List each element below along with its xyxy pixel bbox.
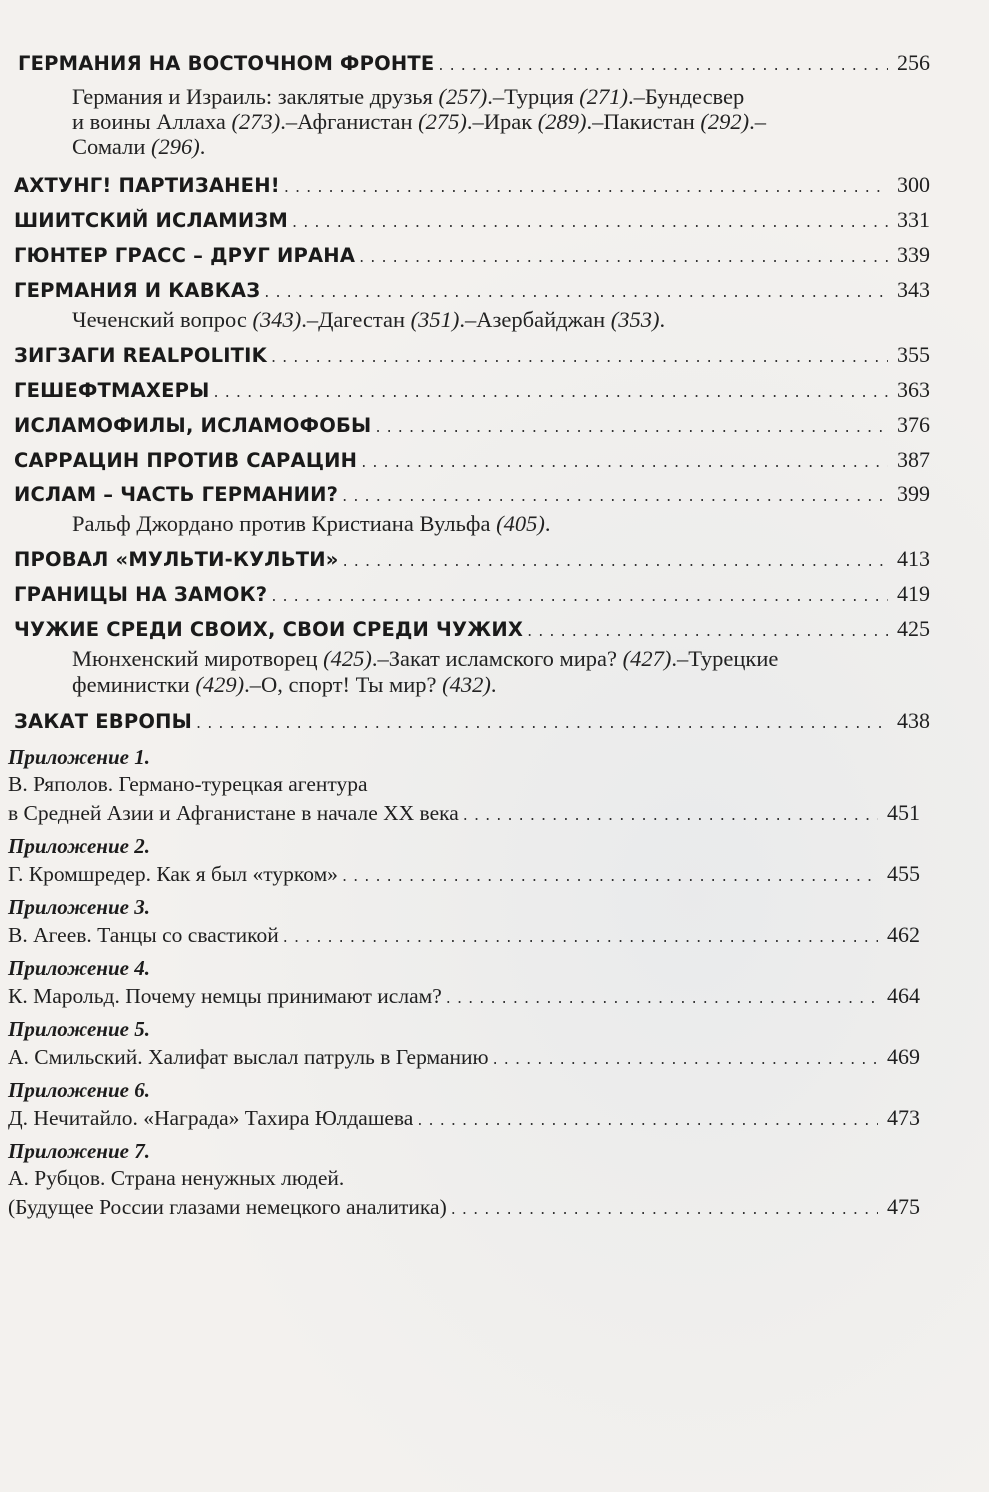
subsection-line: и воины Аллаха (273).–Афганистан (275).–Ирак (289).–Пакистан (292).–	[72, 109, 766, 134]
toc-entry[interactable]	[8, 1194, 920, 1220]
page-number: 355	[897, 342, 930, 367]
page-number: 363	[897, 377, 930, 402]
dot-leader	[342, 866, 878, 885]
toc-entry[interactable]	[14, 581, 930, 607]
page-number: 469	[887, 1044, 920, 1069]
toc-entry[interactable]	[8, 983, 920, 1009]
dot-leader	[264, 282, 888, 301]
chapter-title: ГЕРМАНИЯ НА ВОСТОЧНОМ ФРОНТЕ	[18, 52, 435, 75]
page-number: 343	[897, 277, 930, 302]
toc-entry[interactable]	[14, 242, 930, 268]
toc-entry[interactable]	[14, 481, 930, 507]
toc-entry[interactable]	[8, 1105, 920, 1131]
dot-leader	[283, 927, 878, 946]
appendix-line: А. Рубцов. Страна ненужных людей.	[8, 1166, 345, 1190]
page-number: 464	[887, 983, 920, 1008]
chapter-title: ПРОВАЛ «МУЛЬТИ-КУЛЬТИ»	[14, 548, 339, 571]
toc-entry[interactable]	[14, 207, 930, 233]
dot-leader	[417, 1110, 878, 1129]
toc-entry[interactable]	[8, 800, 920, 826]
dot-leader	[463, 805, 878, 824]
appendix-title: (Будущее России глазами немецкого аналитика)	[8, 1195, 447, 1219]
toc-entry[interactable]	[18, 50, 930, 76]
chapter-title: ИСЛАМОФИЛЫ, ИСЛАМОФОБЫ	[14, 414, 372, 437]
dot-leader	[214, 382, 888, 401]
dot-leader	[271, 347, 888, 366]
page-number: 455	[887, 861, 920, 886]
subsection-line: Сомали (296).	[72, 134, 206, 159]
dot-leader	[271, 586, 888, 605]
chapter-title: САРРАЦИН ПРОТИВ САРАЦИН	[14, 449, 358, 472]
subsection-line: Мюнхенский миротворец (425).–Закат исламского мира? (427).–Турецкие	[72, 646, 779, 671]
page-number: 438	[897, 708, 930, 733]
page-number: 256	[897, 50, 930, 75]
chapter-title: ГЕРМАНИЯ И КАВКАЗ	[14, 279, 261, 302]
dot-leader	[527, 621, 888, 640]
page-number: 473	[887, 1105, 920, 1130]
dot-leader	[493, 1049, 878, 1068]
page-number: 300	[897, 172, 930, 197]
dot-leader	[375, 417, 888, 436]
appendix-title: Г. Кромшредер. Как я был «турком»	[8, 862, 338, 886]
appendix-title: Д. Нечитайло. «Награда» Тахира Юлдашева	[8, 1106, 414, 1130]
toc-entry[interactable]	[14, 412, 930, 438]
page-number: 339	[897, 242, 930, 267]
toc-entry[interactable]	[14, 616, 930, 642]
appendix-label: Приложение 2.	[8, 834, 150, 858]
appendix-title: К. Марольд. Почему немцы принимают ислам?	[8, 984, 442, 1008]
toc-entry[interactable]	[14, 277, 930, 303]
chapter-title: ЗИГЗАГИ REALPOLITIK	[14, 344, 267, 367]
chapter-title: ШИИТСКИЙ ИСЛАМИЗМ	[14, 209, 289, 232]
toc-entry[interactable]	[8, 1044, 920, 1070]
appendix-line: В. Ряполов. Германо-турецкая агентура	[8, 772, 368, 796]
dot-leader	[446, 988, 878, 1007]
appendix-label: Приложение 7.	[8, 1139, 150, 1163]
toc-entry[interactable]	[14, 172, 930, 198]
page-number: 331	[897, 207, 930, 232]
toc-entry[interactable]	[14, 546, 930, 572]
chapter-title: ГРАНИЦЫ НА ЗАМОК?	[14, 583, 268, 606]
appendix-title: в Средней Азии и Афганистане в начале XX века	[8, 801, 459, 825]
toc-entry[interactable]	[14, 447, 930, 473]
subsection-line: Ральф Джордано против Кристиана Вульфа (405).	[72, 511, 551, 536]
toc-entry[interactable]	[8, 861, 920, 887]
page-number: 413	[897, 546, 930, 571]
page-number: 451	[887, 800, 920, 825]
appendix-label: Приложение 6.	[8, 1078, 150, 1102]
appendix-label: Приложение 1.	[8, 745, 150, 769]
toc-entry[interactable]	[14, 708, 930, 734]
dot-leader	[292, 212, 888, 231]
dot-leader	[438, 55, 888, 74]
appendix-label: Приложение 4.	[8, 956, 150, 980]
dot-leader	[343, 551, 888, 570]
page-number: 475	[887, 1194, 920, 1219]
page-number: 425	[897, 616, 930, 641]
appendix-title: В. Агеев. Танцы со свастикой	[8, 923, 279, 947]
page-number: 387	[897, 447, 930, 472]
dot-leader	[342, 486, 888, 505]
dot-leader	[196, 713, 888, 732]
appendix-label: Приложение 3.	[8, 895, 150, 919]
subsection-line: феминистки (429).–О, спорт! Ты мир? (432).	[72, 672, 497, 697]
chapter-title: ЧУЖИЕ СРЕДИ СВОИХ, СВОИ СРЕДИ ЧУЖИХ	[14, 618, 524, 641]
dot-leader	[451, 1199, 878, 1218]
chapter-title: АХТУНГ! ПАРТИЗАНЕН!	[14, 174, 280, 197]
toc-entry[interactable]	[14, 342, 930, 368]
chapter-title: ГЮНТЕР ГРАСС – ДРУГ ИРАНА	[14, 244, 356, 267]
appendix-title: А. Смильский. Халифат выслал патруль в Германию	[8, 1045, 489, 1069]
subsection-line: Чеченский вопрос (343).–Дагестан (351).–Азербайджан (353).	[72, 307, 666, 332]
toc-entry[interactable]	[14, 377, 930, 403]
subsection-line: Германия и Израиль: заклятые друзья (257).–Турция (271).–Бундесвер	[72, 84, 745, 109]
toc-entry[interactable]	[8, 922, 920, 948]
dot-leader	[284, 177, 888, 196]
page-number: 419	[897, 581, 930, 606]
dot-leader	[359, 247, 888, 266]
chapter-title: ГЕШЕФТМАХЕРЫ	[14, 379, 210, 402]
dot-leader	[361, 452, 888, 471]
chapter-title: ЗАКАТ ЕВРОПЫ	[14, 710, 193, 733]
page-number: 462	[887, 922, 920, 947]
page-number: 399	[897, 481, 930, 506]
appendix-label: Приложение 5.	[8, 1017, 150, 1041]
chapter-title: ИСЛАМ – ЧАСТЬ ГЕРМАНИИ?	[14, 483, 339, 506]
page-number: 376	[897, 412, 930, 437]
